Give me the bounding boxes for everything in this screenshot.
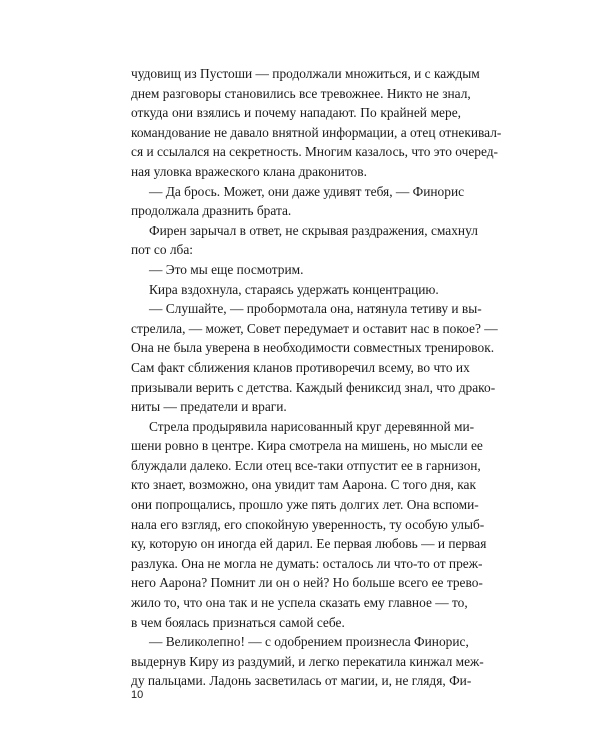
text-line: выдернув Киру из раздумий, и легко перекатила кинжал меж- <box>131 653 484 669</box>
text-line: — Это мы еще посмотрим. <box>149 261 304 277</box>
text-line: Сам факт сближения кланов противоречил всему, во что их <box>131 359 470 375</box>
text-line: нала его взгляд, его спокойную уверенность, ту особую улыб- <box>131 516 485 532</box>
text-line: ку, которую он иногда ей дарил. Ее первая любовь — и первая <box>131 536 487 552</box>
text-line: стрелила, — может, Совет передумает и оставит нас в покое? — <box>131 320 498 336</box>
text-line: пот со лба: <box>131 242 194 258</box>
text-line: ниты — предатели и враги. <box>131 399 287 415</box>
page-number: 10 <box>131 689 144 701</box>
text-line: ная уловка вражеского клана драконитов. <box>131 163 367 179</box>
text-line: откуда они взялись и почему нападают. По крайней мере, <box>131 105 461 121</box>
text-line: Стрела продырявила нарисованный круг деревянной ми- <box>149 418 475 434</box>
text-line: Она не была уверена в необходимости совместных тренировок. <box>131 340 495 356</box>
text-line: Фирен зарычал в ответ, не скрывая раздражения, смахнул <box>149 222 478 238</box>
text-line: чудовищ из Пустоши — продолжали множиться, и с каждым <box>131 66 480 81</box>
text-line: они попрощались, прошло уже пять долгих лет. Она вспоми- <box>131 497 479 513</box>
text-line: него Аарона? Помнит ли он о ней? Но больше всего ее трево- <box>131 575 483 591</box>
text-line: ду пальцами. Ладонь засветилась от магии, и, не глядя, Фи- <box>131 673 472 689</box>
text-line: продолжала дразнить брата. <box>131 203 292 219</box>
text-line: — Великолепно! — с одобрением произнесла Финорис, <box>149 634 469 650</box>
text-line: — Слушайте, — пробормотала она, натянула тетиву и вы- <box>149 301 482 317</box>
text-line: шени ровно в центре. Кира смотрела на мишень, но мысли ее <box>131 438 483 454</box>
text-line: днем разговоры становились все тревожнее. Никто не знал, <box>131 85 471 101</box>
body-text <box>131 64 502 691</box>
text-line: разлука. Она не могла не думать: осталось ли что-то от преж- <box>131 555 483 571</box>
text-line: командование не давало внятной информации, а отец отнекивал- <box>131 124 502 140</box>
text-line: ся и ссылался на секретность. Многим казалось, что это очеред- <box>131 144 499 160</box>
text-line: — Да брось. Может, они даже удивят тебя, — Финорис <box>149 183 465 199</box>
text-line: жило то, что она так и не успела сказать ему главное — то, <box>131 595 468 611</box>
text-line: призывали верить с детства. Каждый фениксид знал, что драко- <box>131 379 496 395</box>
text-line: Кира вздохнула, стараясь удержать концентрацию. <box>149 281 439 297</box>
text-line: в чем боялась признаться самой себе. <box>131 614 345 630</box>
text-line: кто знает, возможно, она увидит там Аарона. С того дня, как <box>131 477 476 493</box>
text-line: блуждали далеко. Если отец все-таки отпустит ее в гарнизон, <box>131 457 481 473</box>
